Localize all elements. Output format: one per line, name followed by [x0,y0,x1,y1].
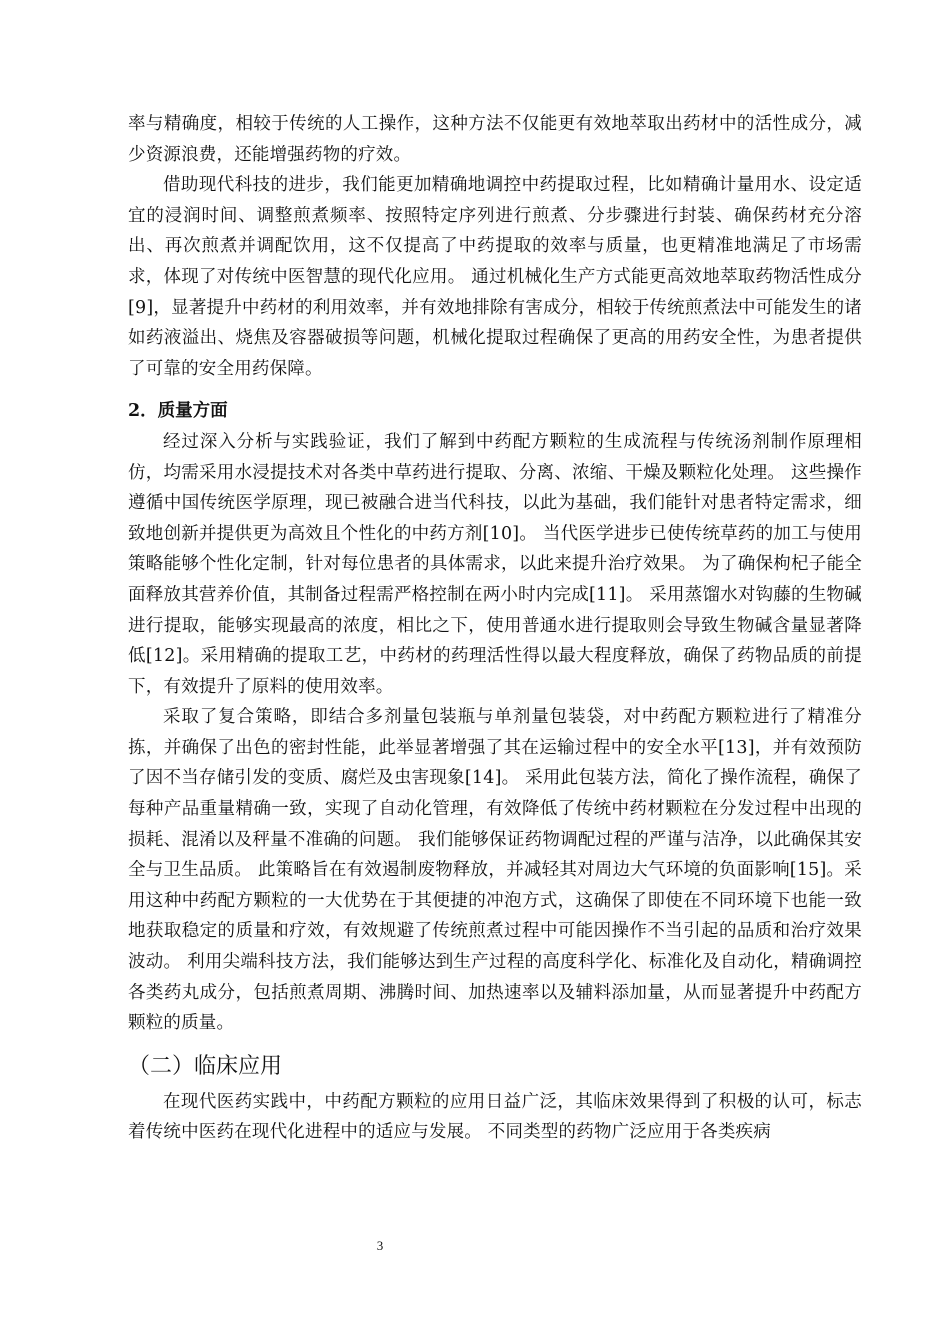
page-number: 3 [376,1238,384,1253]
subheading-quality: 2．质量方面 [128,401,228,422]
section-title-clinical-application: （二）临床应用 [128,1053,283,1079]
document-body [128,109,862,1148]
paragraph-clinical-intro: 在现代医药实践中，中药配方颗粒的应用日益广泛，其临床效果得到了积极的认可，标志着传统中医药在现代化进程中的适应与发展。 不同类型的药物广泛应用于各类疾病 [128,1091,862,1143]
paragraph-extraction-technology: 借助现代科技的进步，我们能更加精确地调控中药提取过程，比如精确计量用水、设定适宜的浸润时间、调整煎煮频率、按照特定序列进行煎煮、分步骤进行封装、确保药材充分溶出、再次煎煮并调配饮用，这不仅提高了中药提取的效率与质量，也更精准地满足了市场需求，体现了对传统中医智慧的现代化应用。 通过机械化生产方式能更高效地萃取药物活性成分[9]，显著提升中药材的利用效率，并有效地排除有害成分，相较于传统煎煮法中可能发生的诸如药液溢出、烧焦及容器破损等问题，机械化提取过程确保了更高的用药安全性，为患者提供了可靠的安全用药保障。 [128,175,862,379]
paragraph-continuation: 率与精确度，相较于传统的人工操作，这种方法不仅能更有效地萃取出药材中的活性成分，减少资源浪费，还能增强药物的疗效。 [128,114,862,165]
paragraph-quality-analysis: 经过深入分析与实践验证，我们了解到中药配方颗粒的生成流程与传统汤剂制作原理相仿，均需采用水浸提技术对各类中草药进行提取、分离、浓缩、干燥及颗粒化处理。 这些操作遵循中国传统医学原理，现已被融合进当代科技，以此为基础，我们能针对患者特定需求，细致地创新并提供更为高效且个性化的中药方剂[10]。 当代医学进步已使传统草药的加工与使用策略能够个性化定制，针对每位患者的具体需求，以此来提升治疗效果。 为了确保枸杞子能全面释放其营养价值，其制备过程需严格控制在两小时内完成[11]。 采用蒸馏水对钩藤的生物碱进行提取，能够实现最高的浓度，相比之下，使用普通水进行提取则会导致生物碱含量显著降低[12]。采用精确的提取工艺，中药材的药理活性得以最大程度释放，确保了药物品质的前提下，有效提升了原料的使用效率。 [128,431,862,697]
paragraph-packaging-strategy: 采取了复合策略，即结合多剂量包装瓶与单剂量包装袋，对中药配方颗粒进行了精准分拣，并确保了出色的密封性能，此举显著增强了其在运输过程中的安全水平[13]，并有效预防了因不当存储引发的变质、腐烂及虫害现象[14]。 采用此包装方法，简化了操作流程，确保了每种产品重量精确一致，实现了自动化管理，有效降低了传统中药材颗粒在分发过程中出现的损耗、混淆以及秤量不准确的问题。 我们能够保证药物调配过程的严谨与洁净，以此确保其安全与卫生品质。 此策略旨在有效遏制废物释放，并减轻其对周边大气环境的负面影响[15]。采用这种中药配方颗粒的一大优势在于其便捷的冲泡方式，这确保了即使在不同环境下也能一致地获取稳定的质量和疗效，有效规避了传统煎煮过程中可能因操作不当引起的品质和治疗效果波动。 利用尖端科技方法，我们能够达到生产过程的高度科学化、标准化及自动化，精确调控各类药丸成分，包括煎煮周期、沸腾时间、加热速率以及辅料添加量，从而显著提升中药配方颗粒的质量。 [128,707,862,1034]
